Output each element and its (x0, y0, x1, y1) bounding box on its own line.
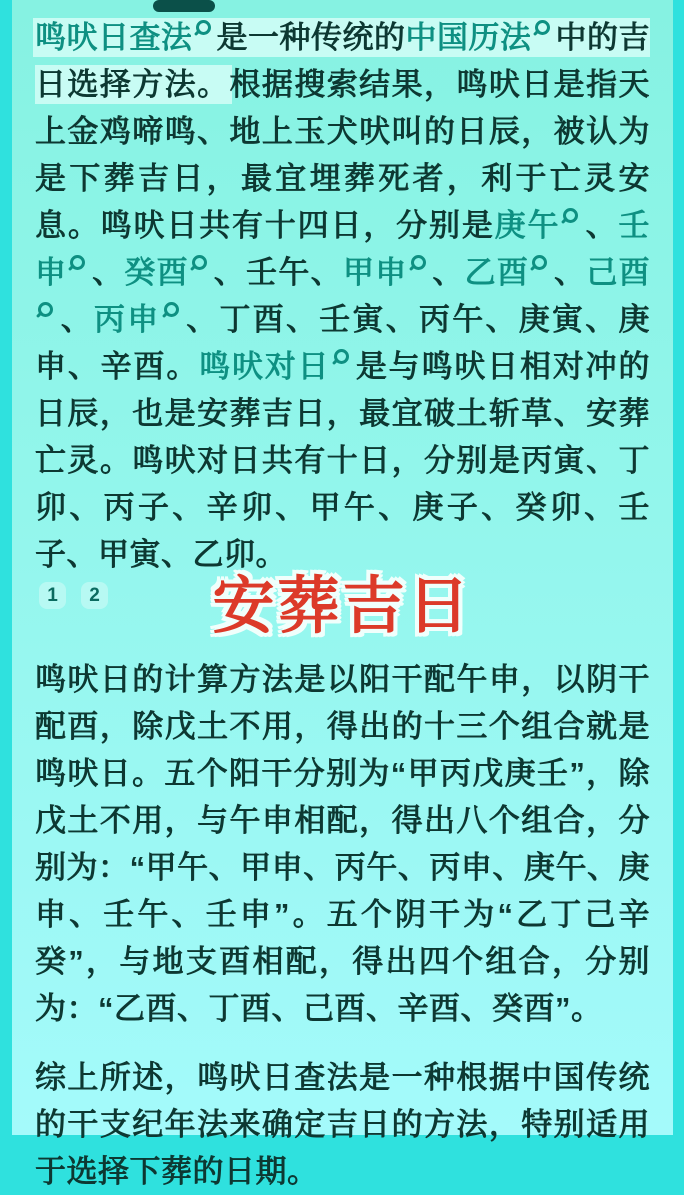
search-icon-wrap (35, 302, 59, 337)
text-run: 、 (91, 255, 125, 290)
entity-link[interactable]: 庚午 (494, 208, 561, 243)
search-icon-wrap (189, 255, 213, 290)
text-run: 、 (59, 302, 94, 337)
search-icon-wrap (408, 255, 432, 290)
paragraph-calculation: 鸣吠日的计算方法是以阳干配午申，以阴干配酉，除戊土不用，得出的十三个组合就是鸣吠日。五个阳干分别为“甲丙戊庚壬”，除戊土不用，与午申相配，得出八个组合，分别为：“甲午、甲申、丙午、丙申、庚午、庚申、壬午、壬申”。五个阴干为“乙丁己辛癸”，与地支酉相配，得出四个组合，分别为：“乙酉、丁酉、己酉、辛酉、癸酉”。 (35, 662, 650, 1026)
search-icon-wrap (161, 302, 185, 337)
search-icon[interactable] (196, 20, 211, 35)
text-run: 、丁酉、壬寅、丙午、庚寅、庚申、辛酉。 (35, 302, 650, 384)
search-icon[interactable] (70, 255, 85, 270)
search-icon[interactable] (563, 208, 578, 223)
entity-link[interactable]: 壬申 (35, 208, 651, 290)
search-icon[interactable] (164, 302, 179, 317)
search-icon[interactable] (334, 349, 349, 364)
search-icon[interactable] (192, 255, 207, 270)
entity-link[interactable]: 己酉 (586, 255, 651, 290)
citation-badge-2[interactable]: 2 (81, 582, 108, 609)
answer-content (12, 0, 673, 1189)
entity-link[interactable]: 丙申 (94, 302, 161, 337)
text-run: 、壬午、 (212, 255, 343, 290)
search-icon-wrap (331, 349, 355, 384)
text-run: 根据搜索结果，鸣吠日是指天上金鸡啼鸣、地上玉犬吠叫的日辰，被认为是下葬吉日，最宜埋葬死者，利于亡灵安息。鸣吠日共有十四日，分别是 (35, 67, 650, 243)
text-run: 中的吉日选择方法。 (35, 20, 650, 102)
text-run: 、 (553, 255, 587, 290)
entity-link[interactable]: 甲申 (342, 255, 408, 290)
entity-link[interactable]: 鸣吠对日 (199, 349, 331, 384)
search-icon-wrap (532, 20, 556, 55)
search-icon[interactable] (38, 302, 53, 317)
citation-badge-1[interactable]: 1 (39, 582, 66, 609)
search-icon[interactable] (535, 20, 550, 35)
text-run: 是与鸣吠日相对冲的日辰，也是安葬吉日，最宜破土斩草、安葬亡灵。鸣吠对日共有十日，分别是丙寅、丁卯、丙子、辛卯、甲午、庚子、癸卯、壬子、甲寅、乙卯。 (35, 349, 651, 572)
search-icon-wrap (560, 208, 584, 243)
title-row (35, 572, 650, 656)
search-icon-wrap (67, 255, 91, 290)
citation-badges (39, 582, 108, 609)
paragraph-overview (35, 14, 650, 578)
entity-link[interactable]: 鸣吠日查法 (35, 20, 193, 55)
entity-link[interactable]: 癸酉 (124, 255, 189, 290)
text-run: 是一种传统的 (216, 20, 406, 55)
search-icon[interactable] (411, 255, 426, 270)
section-title: 安葬吉日 (212, 572, 473, 641)
text-run: 、 (431, 255, 465, 290)
entity-link[interactable]: 中国历法 (405, 20, 532, 55)
paragraph-summary: 综上所述，鸣吠日查法是一种根据中国传统的干支纪年法来确定吉日的方法，特别适用于选择下葬的日期。 (35, 1060, 650, 1189)
search-icon-wrap (193, 20, 217, 55)
text-run: 、 (584, 208, 619, 243)
search-icon[interactable] (532, 255, 547, 270)
entity-link[interactable]: 乙酉 (464, 255, 530, 290)
search-icon-wrap (529, 255, 553, 290)
